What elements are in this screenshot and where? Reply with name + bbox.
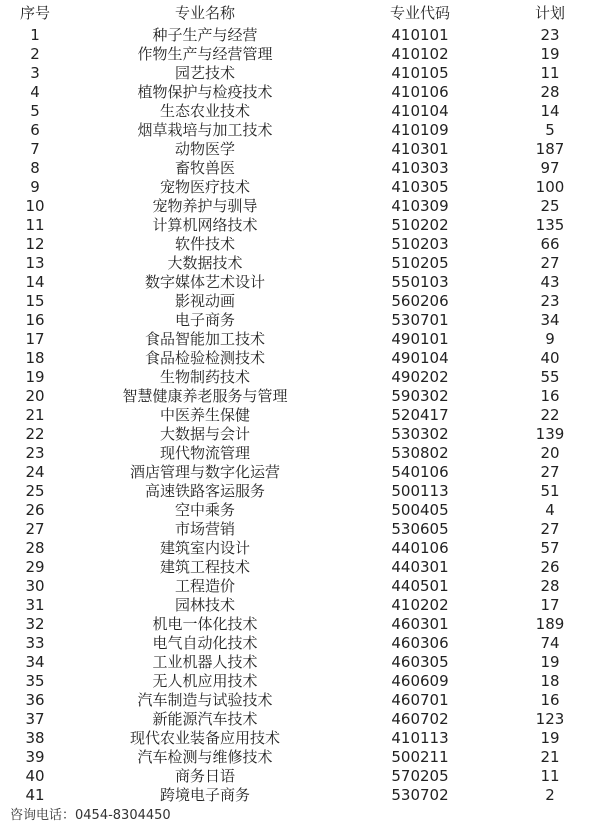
plan-count-cell: 28 <box>540 83 560 101</box>
plan-count-cell: 40 <box>540 349 560 367</box>
major-code-cell: 510203 <box>391 235 449 253</box>
plan-count-cell: 97 <box>540 159 560 177</box>
plan-count-cell: 4 <box>545 501 555 519</box>
table-header <box>0 0 600 26</box>
major-code-cell: 500211 <box>391 748 449 766</box>
major-code-cell: 500405 <box>391 501 449 519</box>
serial-number-cell: 29 <box>25 558 45 576</box>
table-row <box>0 520 600 539</box>
major-code-cell: 530702 <box>391 786 449 804</box>
header-major-name: 专业名称 <box>174 4 235 22</box>
plan-count-cell: 11 <box>540 64 560 82</box>
table-row <box>0 45 600 64</box>
major-name-cell: 大数据技术 <box>167 254 243 272</box>
table-row <box>0 64 600 83</box>
consultation-phone: 咨询电话：0454-8304450 <box>10 808 171 823</box>
table-row <box>0 216 600 235</box>
table-body <box>0 26 600 805</box>
table-row <box>0 254 600 273</box>
serial-number-cell: 34 <box>25 653 45 671</box>
serial-number-cell: 33 <box>25 634 45 652</box>
serial-number-cell: 28 <box>25 539 45 557</box>
major-code-cell: 440301 <box>391 558 449 576</box>
table-row <box>0 634 600 653</box>
serial-number-cell: 1 <box>30 26 40 44</box>
serial-number-cell: 26 <box>25 501 45 519</box>
plan-count-cell: 123 <box>535 710 565 728</box>
plan-count-cell: 16 <box>540 387 560 405</box>
plan-count-cell: 34 <box>540 311 560 329</box>
serial-number-cell: 22 <box>25 425 45 443</box>
major-name-cell: 跨境电子商务 <box>159 786 250 804</box>
major-name-cell: 电子商务 <box>174 311 235 329</box>
major-code-cell: 510202 <box>391 216 449 234</box>
major-code-cell: 410101 <box>391 26 449 44</box>
major-code-cell: 490101 <box>391 330 449 348</box>
serial-number-cell: 7 <box>30 140 40 158</box>
serial-number-cell: 20 <box>25 387 45 405</box>
plan-count-cell: 139 <box>535 425 565 443</box>
major-code-cell: 530802 <box>391 444 449 462</box>
major-code-cell: 510205 <box>391 254 449 272</box>
serial-number-cell: 3 <box>30 64 40 82</box>
table-row <box>0 596 600 615</box>
major-code-cell: 410113 <box>391 729 449 747</box>
plan-count-cell: 19 <box>540 729 560 747</box>
serial-number-cell: 9 <box>30 178 40 196</box>
table-row <box>0 710 600 729</box>
plan-count-cell: 23 <box>540 26 560 44</box>
major-name-cell: 软件技术 <box>174 235 235 253</box>
table-row <box>0 159 600 178</box>
major-code-cell: 410102 <box>391 45 449 63</box>
plan-count-cell: 27 <box>540 254 560 272</box>
serial-number-cell: 4 <box>30 83 40 101</box>
major-name-cell: 智慧健康养老服务与管理 <box>122 387 288 405</box>
serial-number-cell: 2 <box>30 45 40 63</box>
major-code-cell: 530701 <box>391 311 449 329</box>
major-name-cell: 商务日语 <box>174 767 235 785</box>
serial-number-cell: 6 <box>30 121 40 139</box>
table-row <box>0 349 600 368</box>
major-name-cell: 宠物医疗技术 <box>159 178 250 196</box>
table-row <box>0 330 600 349</box>
plan-count-cell: 27 <box>540 463 560 481</box>
table-row <box>0 83 600 102</box>
major-code-cell: 490202 <box>391 368 449 386</box>
major-name-cell: 作物生产与经营管理 <box>137 45 273 63</box>
serial-number-cell: 16 <box>25 311 45 329</box>
major-code-cell: 540106 <box>391 463 449 481</box>
serial-number-cell: 24 <box>25 463 45 481</box>
major-code-cell: 560206 <box>391 292 449 310</box>
table-row <box>0 311 600 330</box>
major-name-cell: 生物制药技术 <box>159 368 250 386</box>
header-row <box>0 0 600 26</box>
major-name-cell: 汽车制造与试验技术 <box>137 691 273 709</box>
table-row <box>0 539 600 558</box>
major-name-cell: 建筑室内设计 <box>159 539 250 557</box>
plan-count-cell: 21 <box>540 748 560 766</box>
table-row <box>0 444 600 463</box>
header-serial-number: 序号 <box>19 4 50 22</box>
major-code-cell: 410309 <box>391 197 449 215</box>
table-row <box>0 748 600 767</box>
table-row <box>0 26 600 45</box>
table-row <box>0 368 600 387</box>
major-code-cell: 440501 <box>391 577 449 595</box>
major-code-cell: 500113 <box>391 482 449 500</box>
plan-count-cell: 19 <box>540 653 560 671</box>
major-code-cell: 410202 <box>391 596 449 614</box>
major-code-cell: 460306 <box>391 634 449 652</box>
table-row <box>0 463 600 482</box>
header-major-code: 专业代码 <box>389 4 450 22</box>
serial-number-cell: 38 <box>25 729 45 747</box>
plan-count-cell: 189 <box>535 615 565 633</box>
serial-number-cell: 39 <box>25 748 45 766</box>
major-name-cell: 食品智能加工技术 <box>144 330 265 348</box>
plan-count-cell: 43 <box>540 273 560 291</box>
major-code-cell: 460301 <box>391 615 449 633</box>
table-row <box>0 292 600 311</box>
major-name-cell: 空中乘务 <box>174 501 235 519</box>
serial-number-cell: 36 <box>25 691 45 709</box>
serial-number-cell: 27 <box>25 520 45 538</box>
major-name-cell: 动物医学 <box>174 140 235 158</box>
major-name-cell: 电气自动化技术 <box>152 634 258 652</box>
major-code-cell: 410106 <box>391 83 449 101</box>
major-name-cell: 建筑工程技术 <box>159 558 250 576</box>
major-name-cell: 机电一体化技术 <box>152 615 258 633</box>
major-code-cell: 410105 <box>391 64 449 82</box>
serial-number-cell: 40 <box>25 767 45 785</box>
serial-number-cell: 25 <box>25 482 45 500</box>
major-name-cell: 大数据与会计 <box>159 425 250 443</box>
serial-number-cell: 21 <box>25 406 45 424</box>
major-name-cell: 生态农业技术 <box>159 102 250 120</box>
serial-number-cell: 32 <box>25 615 45 633</box>
plan-count-cell: 16 <box>540 691 560 709</box>
plan-count-cell: 11 <box>540 767 560 785</box>
plan-count-cell: 26 <box>540 558 560 576</box>
serial-number-cell: 5 <box>30 102 40 120</box>
table-row <box>0 577 600 596</box>
serial-number-cell: 35 <box>25 672 45 690</box>
header-plan-count: 计划 <box>534 4 565 22</box>
major-name-cell: 高速铁路客运服务 <box>144 482 265 500</box>
major-name-cell: 酒店管理与数字化运营 <box>129 463 280 481</box>
serial-number-cell: 13 <box>25 254 45 272</box>
major-code-cell: 590302 <box>391 387 449 405</box>
major-code-cell: 490104 <box>391 349 449 367</box>
plan-count-cell: 22 <box>540 406 560 424</box>
table-row <box>0 615 600 634</box>
major-code-cell: 520417 <box>391 406 449 424</box>
major-name-cell: 现代物流管理 <box>159 444 250 462</box>
plan-count-cell: 18 <box>540 672 560 690</box>
table-row <box>0 558 600 577</box>
serial-number-cell: 41 <box>25 786 45 804</box>
plan-count-cell: 66 <box>540 235 560 253</box>
major-code-cell: 410305 <box>391 178 449 196</box>
major-name-cell: 影视动画 <box>174 292 235 310</box>
serial-number-cell: 31 <box>25 596 45 614</box>
table-row <box>0 501 600 520</box>
major-name-cell: 烟草栽培与加工技术 <box>137 121 273 139</box>
serial-number-cell: 11 <box>25 216 45 234</box>
major-code-cell: 460305 <box>391 653 449 671</box>
serial-number-cell: 37 <box>25 710 45 728</box>
table-row <box>0 425 600 444</box>
major-code-cell: 550103 <box>391 273 449 291</box>
major-name-cell: 园林技术 <box>174 596 235 614</box>
major-code-cell: 530605 <box>391 520 449 538</box>
table-row <box>0 197 600 216</box>
plan-count-cell: 9 <box>545 330 555 348</box>
major-name-cell: 工程造价 <box>174 577 235 595</box>
plan-count-cell: 51 <box>540 482 560 500</box>
table-row <box>0 273 600 292</box>
major-code-cell: 460701 <box>391 691 449 709</box>
plan-count-cell: 74 <box>540 634 560 652</box>
major-name-cell: 畜牧兽医 <box>174 159 235 177</box>
table-row <box>0 729 600 748</box>
plan-count-cell: 55 <box>540 368 560 386</box>
major-code-cell: 530302 <box>391 425 449 443</box>
table-row <box>0 178 600 197</box>
major-name-cell: 食品检验检测技术 <box>144 349 265 367</box>
table-row <box>0 406 600 425</box>
serial-number-cell: 8 <box>30 159 40 177</box>
table-row <box>0 387 600 406</box>
table-row <box>0 235 600 254</box>
major-name-cell: 中医养生保健 <box>159 406 250 424</box>
major-name-cell: 数字媒体艺术设计 <box>144 273 265 291</box>
major-code-cell: 460609 <box>391 672 449 690</box>
table-row <box>0 102 600 121</box>
plan-count-cell: 19 <box>540 45 560 63</box>
table-row <box>0 121 600 140</box>
serial-number-cell: 19 <box>25 368 45 386</box>
table-row <box>0 653 600 672</box>
serial-number-cell: 12 <box>25 235 45 253</box>
plan-count-cell: 57 <box>540 539 560 557</box>
major-name-cell: 工业机器人技术 <box>152 653 258 671</box>
table-row <box>0 691 600 710</box>
plan-count-cell: 27 <box>540 520 560 538</box>
plan-count-cell: 25 <box>540 197 560 215</box>
major-code-cell: 410104 <box>391 102 449 120</box>
major-code-cell: 410303 <box>391 159 449 177</box>
table-row <box>0 786 600 805</box>
plan-count-cell: 100 <box>535 178 565 196</box>
major-code-cell: 410109 <box>391 121 449 139</box>
serial-number-cell: 23 <box>25 444 45 462</box>
major-name-cell: 计算机网络技术 <box>152 216 258 234</box>
serial-number-cell: 17 <box>25 330 45 348</box>
major-name-cell: 新能源汽车技术 <box>152 710 258 728</box>
major-code-cell: 440106 <box>391 539 449 557</box>
major-name-cell: 市场营销 <box>174 520 235 538</box>
table-row <box>0 140 600 159</box>
major-name-cell: 园艺技术 <box>174 64 235 82</box>
major-code-cell: 410301 <box>391 140 449 158</box>
plan-count-cell: 20 <box>540 444 560 462</box>
major-code-cell: 570205 <box>391 767 449 785</box>
major-name-cell: 汽车检测与维修技术 <box>137 748 273 766</box>
table-row <box>0 767 600 786</box>
plan-count-cell: 14 <box>540 102 560 120</box>
major-name-cell: 植物保护与检疫技术 <box>137 83 273 101</box>
major-name-cell: 宠物养护与驯导 <box>152 197 258 215</box>
major-name-cell: 种子生产与经营 <box>152 26 258 44</box>
serial-number-cell: 18 <box>25 349 45 367</box>
serial-number-cell: 30 <box>25 577 45 595</box>
table-row <box>0 482 600 501</box>
plan-count-cell: 135 <box>535 216 565 234</box>
major-name-cell: 无人机应用技术 <box>152 672 258 690</box>
plan-count-cell: 23 <box>540 292 560 310</box>
major-name-cell: 现代农业装备应用技术 <box>129 729 280 747</box>
serial-number-cell: 14 <box>25 273 45 291</box>
major-code-cell: 460702 <box>391 710 449 728</box>
plan-count-cell: 28 <box>540 577 560 595</box>
plan-count-cell: 5 <box>545 121 555 139</box>
serial-number-cell: 15 <box>25 292 45 310</box>
table-row <box>0 672 600 691</box>
plan-count-cell: 187 <box>535 140 565 158</box>
plan-count-cell: 2 <box>545 786 555 804</box>
serial-number-cell: 10 <box>25 197 45 215</box>
plan-count-cell: 17 <box>540 596 560 614</box>
